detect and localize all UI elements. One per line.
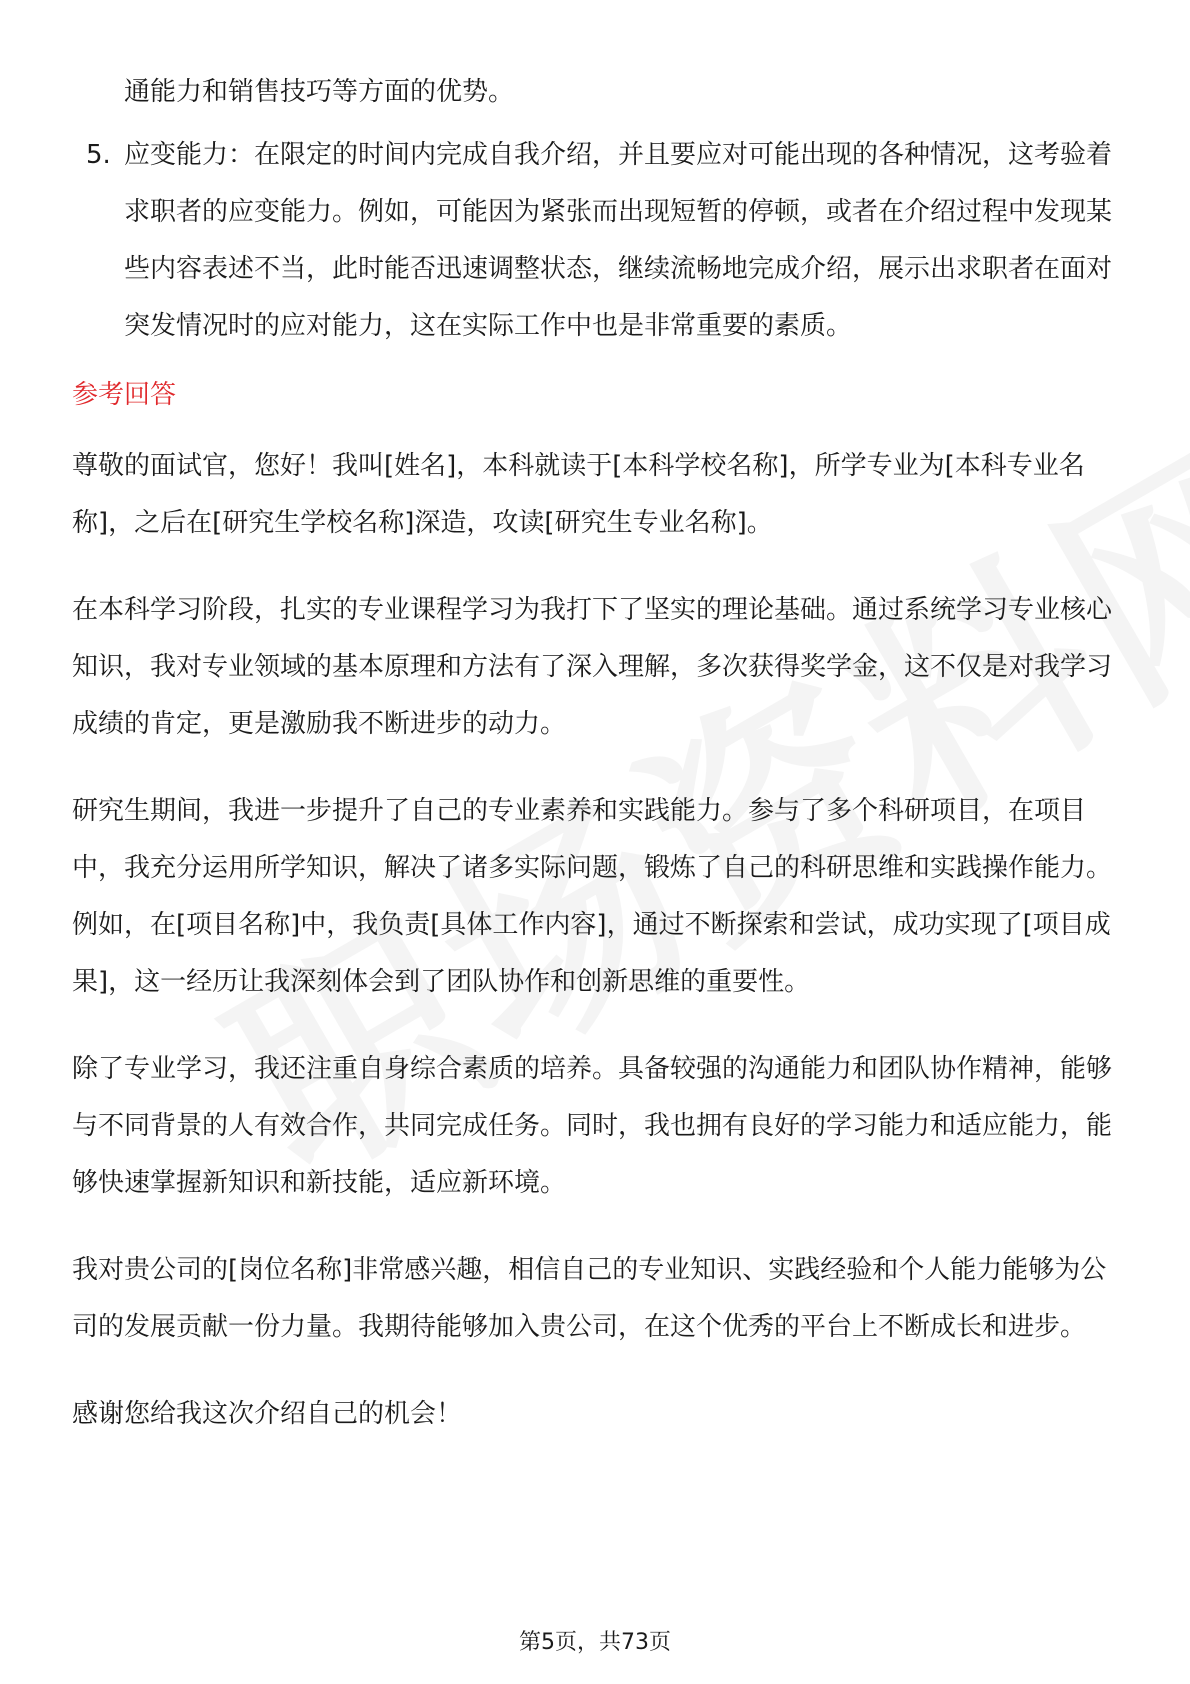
paragraph-undergraduate: 在本科学习阶段，扎实的专业课程学习为我打下了坚实的理论基础。通过系统学习专业核心知识，我对专业领域的基本原理和方法有了深入理解，多次获得奖学金，这不仅是对我学习成绩的肯定，更是激励我不断进步的动力。	[72, 595, 1113, 739]
section-heading-reference-answer: 参考回答	[72, 380, 177, 410]
paragraph-motivation: 我对贵公司的[岗位名称]非常感兴趣，相信自己的专业知识、实践经验和个人能力能够为公司的发展贡献一份力量。我期待能够加入贵公司，在这个优秀的平台上不断成长和进步。	[72, 1255, 1107, 1342]
paragraph-greeting: 尊敬的面试官，您好！我叫[姓名]，本科就读于[本科学校名称]，所学专业为[本科专业名称]，之后在[研究生学校名称]深造，攻读[研究生专业名称]。	[72, 451, 1085, 538]
list-item-5	[72, 127, 1120, 355]
list-item-text: 应变能力：在限定的时间内完成自我介绍，并且要应对可能出现的各种情况，这考验着求职者的应变能力。例如，可能因为紧张而出现短暂的停顿，或者在介绍过程中发现某些内容表述不当，此时能否迅速调整状态，继续流畅地完成介绍，展示出求职者在面对突发情况时的应对能力，这在实际工作中也是非常重要的素质。	[124, 140, 1113, 341]
list-item-4-continuation: 通能力和销售技巧等方面的优势。	[124, 77, 515, 107]
paragraph-thanks: 感谢您给我这次介绍自己的机会！	[72, 1399, 463, 1429]
paragraph-graduate: 研究生期间，我进一步提升了自己的专业素养和实践能力。参与了多个科研项目，在项目中，我充分运用所学知识，解决了诸多实际问题，锻炼了自己的科研思维和实践操作能力。例如，在[项目名称]中，我负责[具体工作内容]，通过不断探索和尝试，成功实现了[项目成果]，这一经历让我深刻体会到了团队协作和创新思维的重要性。	[72, 796, 1113, 997]
document-body	[72, 64, 1120, 1443]
page-number: 第5页，共73页	[519, 1630, 671, 1655]
list-item-number: 5.	[86, 140, 111, 170]
paragraph-soft-skills: 除了专业学习，我还注重自身综合素质的培养。具备较强的沟通能力和团队协作精神，能够与不同背景的人有效合作，共同完成任务。同时，我也拥有良好的学习能力和适应能力，能够快速掌握新知识和新技能，适应新环境。	[72, 1054, 1113, 1198]
